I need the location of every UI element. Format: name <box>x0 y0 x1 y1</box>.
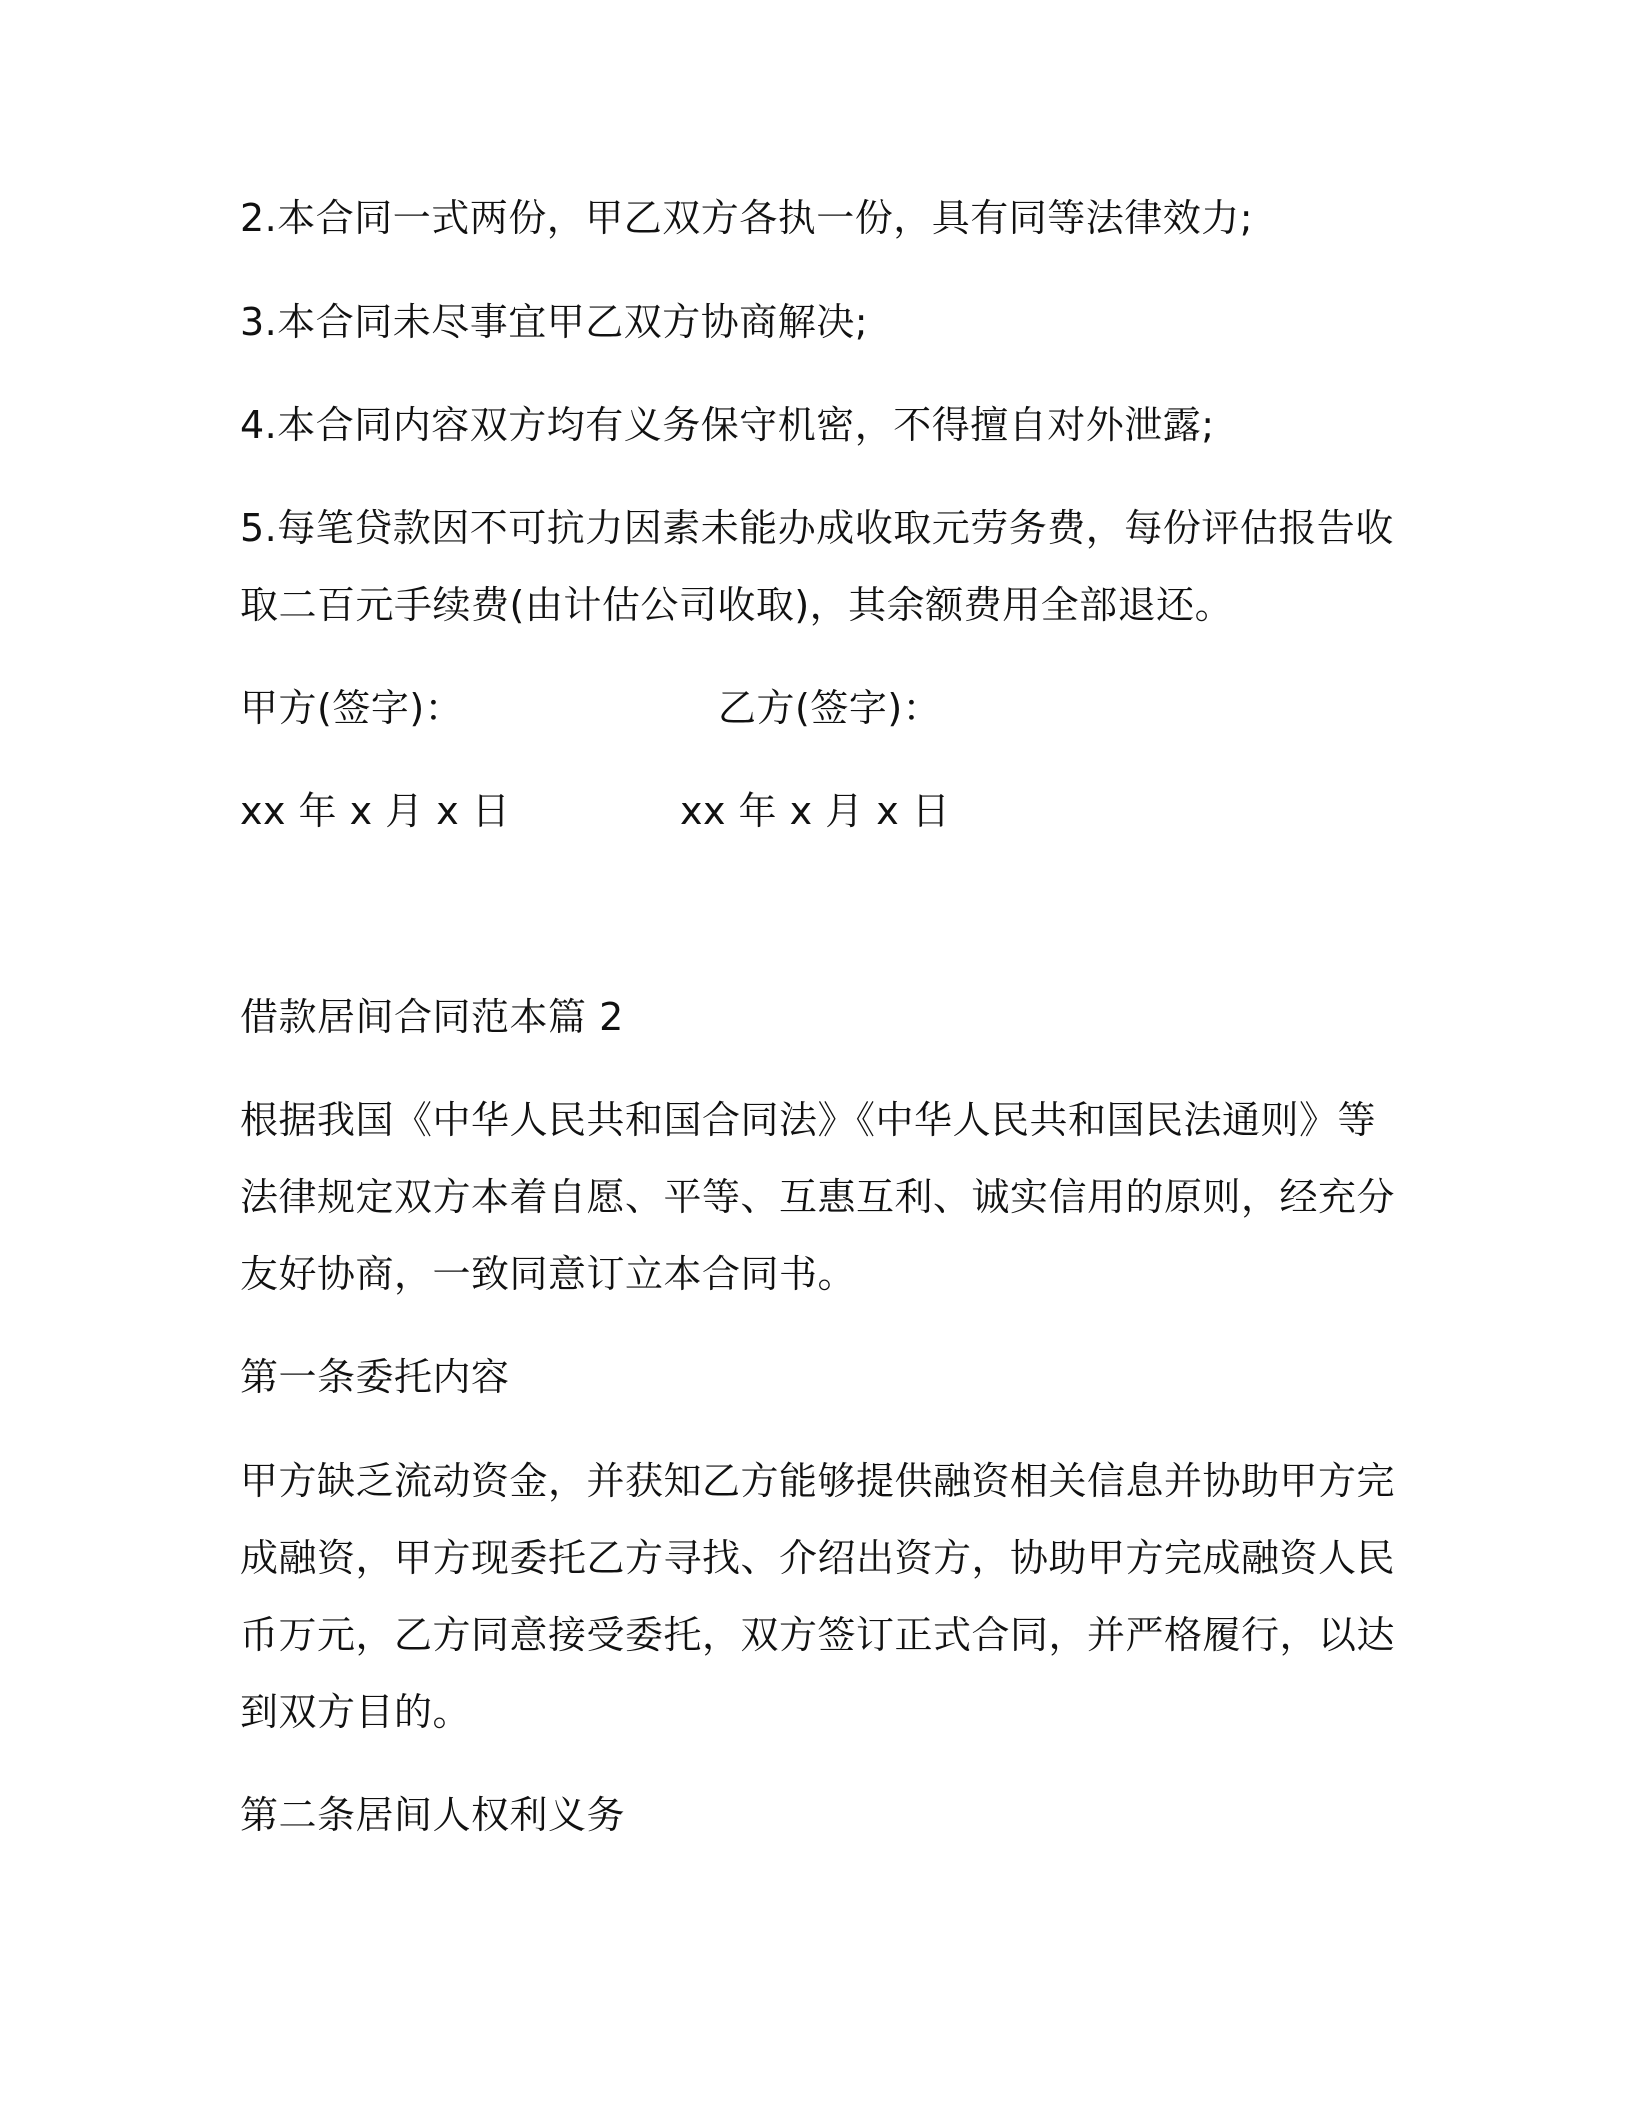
party-b-signature-label: 乙方(签字)： <box>718 686 942 730</box>
clause-5-line-1: 5.每笔贷款因不可抗力因素未能办成收取元劳务费，每份评估报告收 <box>240 506 1394 550</box>
article-1-title: 第一条委托内容 <box>240 1355 510 1399</box>
clause-2: 2.本合同一式两份，甲乙双方各执一份，具有同等法律效力; <box>240 196 1254 240</box>
party-a-date: xx 年 x 月 x 日 <box>240 789 511 833</box>
party-b-date: xx 年 x 月 x 日 <box>680 789 951 833</box>
intro-line-3: 友好协商，一致同意订立本合同书。 <box>240 1252 857 1296</box>
intro-line-1: 根据我国《中华人民共和国合同法》《中华人民共和国民法通则》等 <box>240 1098 1377 1142</box>
article-1-line-2: 成融资，甲方现委托乙方寻找、介绍出资方，协助甲方完成融资人民 <box>240 1536 1396 1580</box>
clause-5-line-2: 取二百元手续费(由计估公司收取)，其余额费用全部退还。 <box>240 583 1234 627</box>
article-1-line-1: 甲方缺乏流动资金，并获知乙方能够提供融资相关信息并协助甲方完 <box>240 1459 1396 1503</box>
article-1-line-3: 币万元，乙方同意接受委托，双方签订正式合同，并严格履行，以达 <box>240 1613 1396 1657</box>
intro-line-2: 法律规定双方本着自愿、平等、互惠互利、诚实信用的原则，经充分 <box>240 1175 1396 1219</box>
clause-3: 3.本合同未尽事宜甲乙双方协商解决; <box>240 300 869 344</box>
section-title: 借款居间合同范本篇 2 <box>240 995 624 1039</box>
clause-4: 4.本合同内容双方均有义务保守机密，不得擅自对外泄露; <box>240 403 1215 447</box>
article-2-title: 第二条居间人权利义务 <box>240 1793 626 1837</box>
party-a-signature-label: 甲方(签字)： <box>240 686 464 730</box>
article-1-line-4: 到双方目的。 <box>240 1690 472 1734</box>
